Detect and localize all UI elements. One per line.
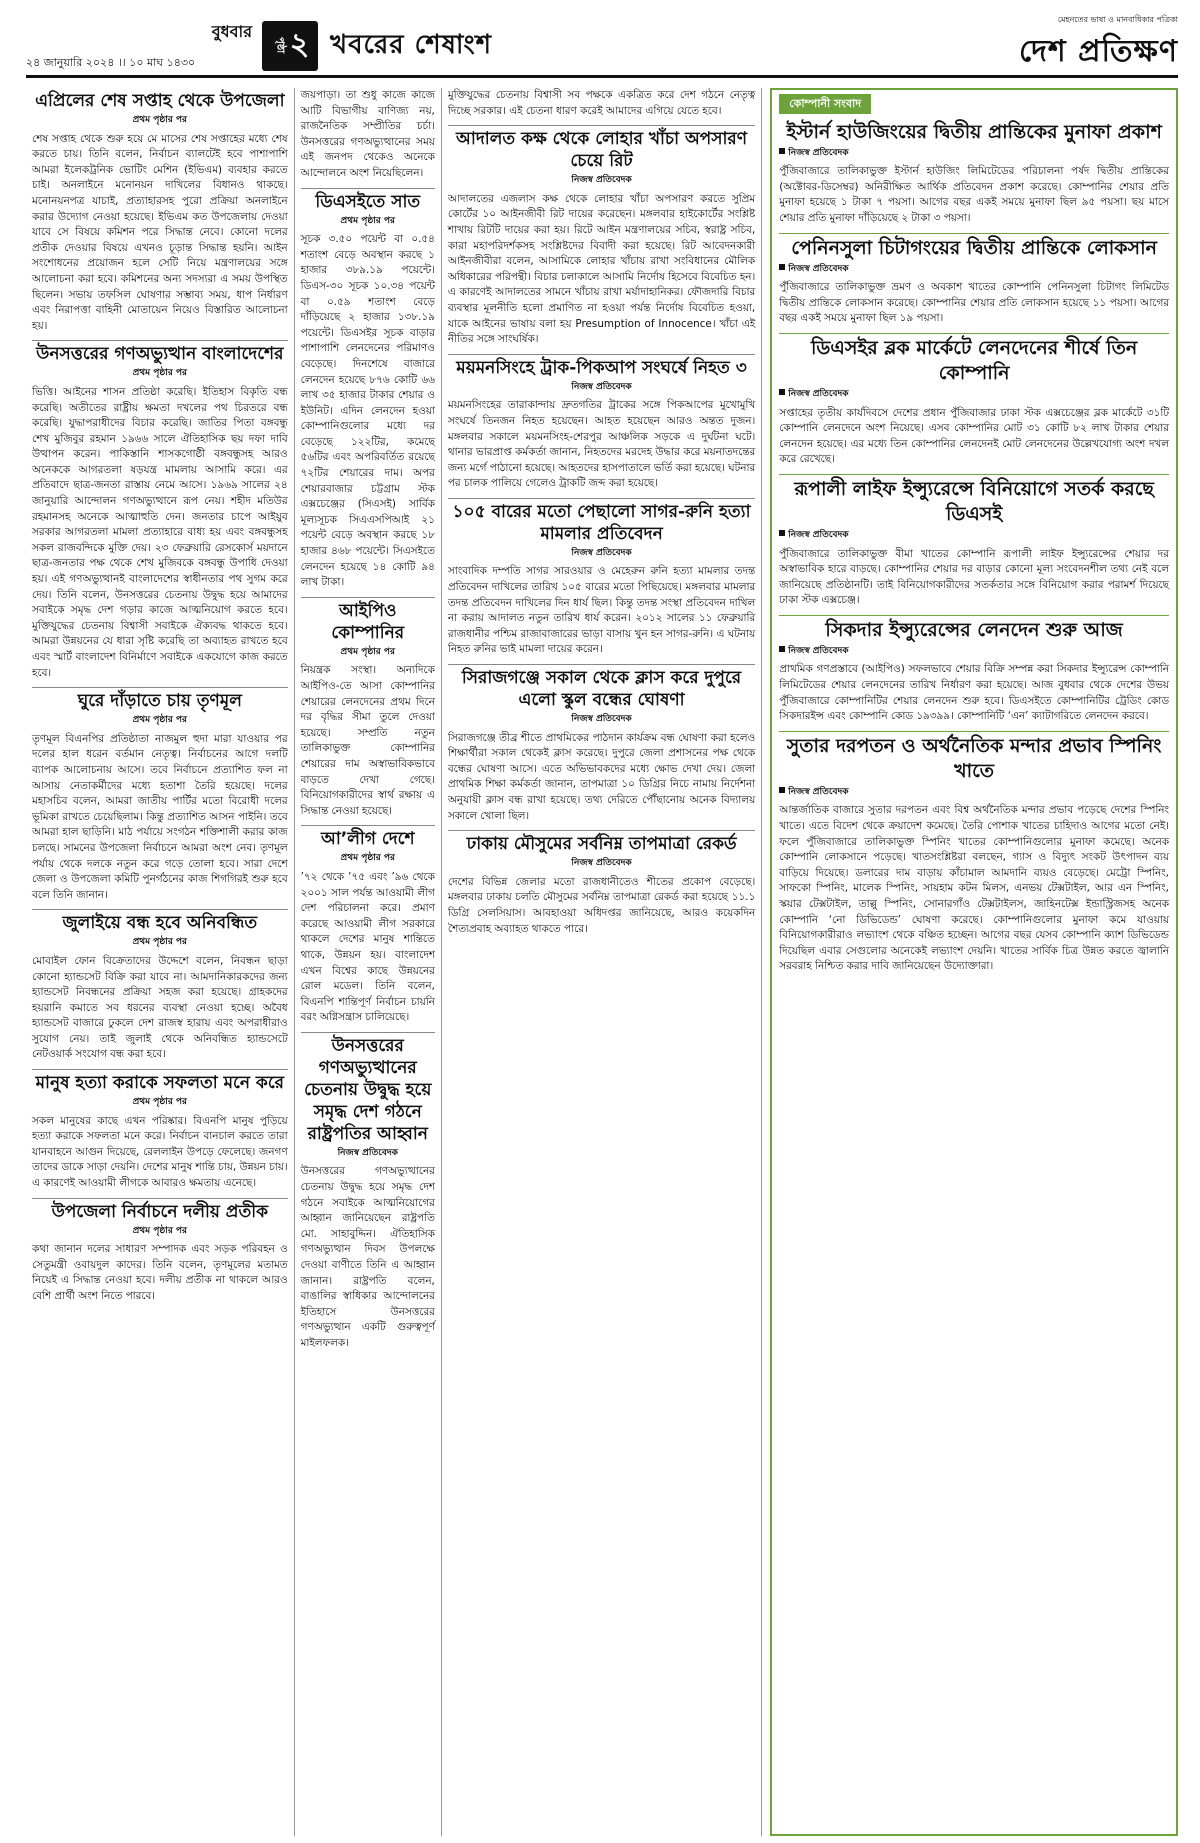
story bbox=[32, 88, 288, 334]
story-byline bbox=[301, 214, 435, 230]
story bbox=[301, 597, 435, 820]
story-byline-text: নিজস্ব প্রতিবেদক bbox=[788, 388, 849, 399]
story bbox=[779, 615, 1169, 725]
story-headline[interactable]: জুলাইয়ে বন্ধ হবে অনিবন্ধিত bbox=[32, 909, 288, 934]
story-byline-text: নিজস্ব প্রতিবেদক bbox=[788, 786, 849, 797]
story-body: পুঁজিবাজারে তালিকাভুক্ত ইস্টার্ন হাউজিং লিমিটেডের পরিচালনা পর্ষদ দ্বিতীয় প্রান্তিকের (অক্টোবর-ডিসেম্বর) অনিরীক্ষিত আর্থিক প্রতিবেদন প্রকাশ করেছে। কোম্পানির শেয়ার প্রতি মুনাফা হয়েছে ১ টাকা ৭ পয়সা। আগের বছর একই সময়ে মুনাফা ছিল ৯৫ পয়সা। ছয় মাসে শেয়ার প্রতি মুনাফা দাঁড়িয়েছে ২ টাকা ৩ পয়সা। bbox=[779, 165, 1169, 224]
story bbox=[32, 687, 288, 903]
story-byline-text: প্রথম পৃষ্ঠার পর bbox=[340, 646, 395, 657]
story-body: উনসত্তরের গণঅভ্যুত্থানের চেতনায় উদ্বুদ্ধ হয়ে সমৃদ্ধ দেশ গঠনে সবাইকে আত্মনিয়োগের আহ্বান জানিয়েছেন রাষ্ট্রপতি মো. সাহাবুদ্দিন। ঐতিহাসিক গণঅভ্যুত্থান দিবস উপলক্ষে দেওয়া বাণীতে তিনি এ আহ্বান জানান। রাষ্ট্রপতি বলেন, বাঙালির স্বাধিকার আন্দোলনের ইতিহাসে উনসত্তরের গণঅভ্যুত্থান একটি গুরুত্বপূর্ণ মাইলফলক। bbox=[300, 1165, 435, 1349]
story-byline bbox=[779, 785, 1169, 801]
story-headline[interactable]: মানুষ হত্যা করাকে সফলতা মনে করে bbox=[32, 1069, 288, 1094]
story-byline-text: নিজস্ব প্রতিবেদক bbox=[788, 645, 849, 656]
story-byline bbox=[301, 1146, 435, 1162]
bullet-icon bbox=[779, 787, 785, 793]
page-number: ২ bbox=[289, 27, 310, 62]
brand-logo: দেশ প্রতিক্ষণ bbox=[1018, 33, 1178, 69]
story bbox=[448, 664, 755, 824]
story-headline[interactable]: আ’লীগ দেশে bbox=[301, 825, 435, 850]
story-headline[interactable]: ময়মনসিংহে ট্রাক-পিকআপ সংঘর্ষে নিহত ৩ bbox=[448, 354, 755, 379]
story-byline bbox=[32, 1224, 288, 1240]
story-headline[interactable]: ইস্টার্ন হাউজিংয়ের দ্বিতীয় প্রান্তিকের মুনাফা প্রকাশ bbox=[786, 120, 1162, 143]
brand-tagline: মেহনতের ভাষা ও মানবাধিকার পত্রিকা bbox=[1057, 14, 1178, 24]
story-byline bbox=[301, 851, 435, 867]
story-headline[interactable]: সিকদার ইন্স্যুরেন্সের লেনদেন শুরু আজ bbox=[779, 615, 1169, 643]
company-news-stories bbox=[779, 118, 1169, 975]
page-label: পৃষ্ঠা bbox=[274, 37, 286, 54]
story-byline bbox=[779, 644, 1169, 660]
masthead-dates bbox=[26, 19, 256, 73]
story-body: আদালতের এজলাস কক্ষ থেকে লোহার খাঁচা অপসারণ করতে সুপ্রিম কোর্টের ১০ আইনজীবী রিট দায়ের করেছেন। মঙ্গলবার হাইকোর্টের সংশ্লিষ্ট শাখায় রিটটি দায়ের করা হয়। রিটে আইন মন্ত্রণালয়ের সচিব, স্বরাষ্ট্র সচিব, কারা মহাপরিদর্শকসহ সংশ্লিষ্টদের বিবাদী করা হয়েছে। রিট আবেদনকারী আইনজীবীরা বলেন, আসামিকে লোহার খাঁচায় রাখা সংবিধানের মৌলিক অধিকারের পরিপন্থী। বিচার চলাকালে আসামি নির্দোষ হিসেবে বিবেচিত হন। এ কারণেই আদালতের সামনে খাঁচায় রাখা মর্যাদাহানিকর। ফৌজদারি বিচার ব্যবস্থার মূলনীতি হলো প্রমাণিত না হওয়া পর্যন্ত নির্দোষ বিবেচিত হওয়া, যাকে আইনের ভাষায় বলা হয় Presumption of Innocence। খাঁচা এই নীতির সঙ্গে সাংঘর্ষিক। bbox=[447, 192, 756, 346]
story bbox=[32, 340, 288, 681]
story-body: মুক্তিযুদ্ধের চেতনায় বিশ্বাসী সব পক্ষকে একত্রিত করে দেশ গঠনে নেতৃত্ব দিচ্ছে সরকার। এই চেতনা ধারণ করেই আমাদের এগিয়ে যেতে হবে। bbox=[447, 89, 756, 117]
story-byline-text: প্রথম পৃষ্ঠার পর bbox=[132, 715, 187, 726]
story-headline[interactable]: আদালত কক্ষ থেকে লোহার খাঁচা অপসারণ চেয়ে রিট bbox=[448, 125, 755, 172]
story-body: তৃণমূল বিএনপির প্রতিষ্ঠাতা নাজমুল হুদা মারা যাওয়ার পর দলের হাল ধরেন বর্তমান নেতৃত্ব। নির্বাচনের আগে দলটি ব্যাপক আলোচনায় আসে। তবে নির্বাচনে প্রত্যাশিত ফল না আসায় নেতাকর্মীদের মধ্যে হতাশা তৈরি হয়েছে। দলের মহাসচিব বলেন, আমরা জাতীয় পার্টির মতো বিরোধী দলের ভূমিকা রাখতে চেয়েছিলাম। কিন্তু প্রত্যাশিত আসন পাইনি। তবে আমরা হাল ছাড়িনি। মাঠ পর্যায়ে সংগঠন শক্তিশালী করার কাজ চলছে। সামনের উপজেলা নির্বাচনে আমরা অংশ নেব। তৃণমূল পর্যায় থেকে দলকে নতুন করে গড়ে তোলা হবে। সারা দেশে জেলা ও উপজেলা কমিটি পুনর্গঠনের কাজ শিগগিরই শুরু হবে বলে তিনি জানান। bbox=[32, 732, 288, 901]
story-headline[interactable]: ডিএসইতে সাত bbox=[301, 188, 435, 213]
story bbox=[779, 731, 1169, 975]
story-headline[interactable]: পেনিনসুলা চিটাগংয়ের দ্বিতীয় প্রান্তিকে লোকসান bbox=[779, 233, 1169, 261]
story-byline-text: নিজস্ব প্রতিবেদক bbox=[571, 175, 632, 186]
brand bbox=[1019, 14, 1178, 78]
story-body: ভিত্তি। আইনের শাসন প্রতিষ্ঠা করেছি। ইতিহাস বিকৃতি বন্ধ করেছি। অতীতের রাষ্ট্রীয় ক্ষমতা দখলের পথ চিরতরে বন্ধ করেছি। যুদ্ধাপরাধীদের বিচার করেছি। জাতির পিতা বঙ্গবন্ধু শেখ মুজিবুর রহমান ১৯৬৬ সালে ঐতিহাসিক ছয় দফা দাবি উত্থাপন করেন। পাকিস্তানি শাসকগোষ্ঠী বঙ্গবন্ধুসহ আরও অনেককে আগরতলা ষড়যন্ত্র মামলায় আসামি করে। এর প্রতিবাদে ছাত্র-জনতা রাস্তায় নেমে আসে। ১৯৬৯ সালের ২৪ জানুয়ারি আন্দোলন গণঅভ্যুত্থানে রূপ নেয়। শহীদ মতিউর রহমানসহ অনেকে আত্মাহুতি দেন। জনতার চাপে আইয়ুব সরকার আগরতলা মামলা প্রত্যাহারে বাধ্য হয় এবং বঙ্গবন্ধুসহ সকল রাজবন্দিকে মুক্তি দেয়। ২৩ ফেব্রুয়ারি রেসকোর্স ময়দানে ছাত্র-জনতার পক্ষ থেকে শেখ মুজিবকে বঙ্গবন্ধু উপাধি দেওয়া হয়। এই গণঅভ্যুত্থানই বাংলাদেশের স্বাধীনতার পথ সুগম করে দেয়। তিনি বলেন, উনসত্তরের চেতনায় উদ্বুদ্ধ হয়ে আমাদের সবাইকে সমৃদ্ধ দেশ গড়ার কাজে আত্মনিয়োগ করতে হবে। মুক্তিযুদ্ধের চেতনায় বিশ্বাসী সবাইকে ঐক্যবদ্ধ থাকতে হবে। আমরা উন্নয়নের যে ধারা সৃষ্টি করেছি তা অব্যাহত রাখতে হবে এবং স্মার্ট বাংলাদেশ বিনির্মাণে সবাইকে একযোগে কাজ করতে হবে। bbox=[32, 385, 288, 679]
story-body: ময়মনসিংহের তারাকান্দায় দ্রুতগতির ট্রাকের সঙ্গে পিকআপের মুখোমুখি সংঘর্ষে তিনজন নিহত হয়েছেন। আহত হয়েছেন আরও অন্তত দুজন। মঙ্গলবার সকালে ময়মনসিংহ-শেরপুর আঞ্চলিক সড়কে এ দুর্ঘটনা ঘটে। থানার ভারপ্রাপ্ত কর্মকর্তা জানান, নিহতদের মরদেহ উদ্ধার করে ময়নাতদন্তের জন্য মর্গে পাঠানো হয়েছে। আহতদের হাসপাতালে ভর্তি করা হয়েছে। ঘটনার পর চালক পালিয়ে গেলেও ট্রাকটি জব্দ করা হয়েছে। bbox=[447, 399, 756, 490]
bullet-icon bbox=[779, 646, 785, 652]
story-headline[interactable]: ১০৫ বারের মতো পেছালো সাগর-রুনি হত্যা মামলার প্রতিবেদন bbox=[448, 498, 755, 545]
story-headline[interactable]: ঢাকায় মৌসুমের সর্বনিম্ন তাপমাত্রা রেকর্ড bbox=[448, 830, 755, 855]
masthead-day: বুধবার bbox=[211, 21, 252, 41]
story-byline-text: প্রথম পৃষ্ঠার পর bbox=[132, 937, 187, 948]
story-byline bbox=[32, 935, 288, 951]
story-byline bbox=[448, 712, 755, 728]
story-byline bbox=[301, 645, 435, 661]
story bbox=[301, 1032, 435, 1352]
page-number-box bbox=[262, 21, 318, 71]
story bbox=[32, 1198, 288, 1305]
story-byline-text: নিজস্ব প্রতিবেদক bbox=[788, 263, 849, 274]
story bbox=[779, 233, 1169, 327]
story-body: নিয়ন্ত্রক সংস্থা। অন্যদিকে আইপিও-তে আসা কোম্পানির শেয়ারের লেনদেনের প্রথম দিনে দর বৃদ্ধির সীমা তুলে দেওয়া হয়েছে। সম্প্রতি নতুন তালিকাভুক্ত কোম্পানির শেয়ারের দাম অস্বাভাবিকভাবে বাড়তে দেখা গেছে। বিনিয়োগকারীদের স্বার্থ রক্ষায় এ সিদ্ধান্ত নেওয়া হয়েছে। bbox=[300, 664, 435, 817]
story bbox=[779, 118, 1169, 227]
story-headline[interactable]: সুতার দরপতন ও অর্থনৈতিক মন্দার প্রভাব স্পিনিং খাতে bbox=[779, 731, 1169, 784]
column-4 bbox=[762, 88, 1178, 1836]
masthead bbox=[26, 16, 1178, 78]
story bbox=[779, 333, 1169, 468]
story-headline[interactable]: এপ্রিলের শেষ সপ্তাহ থেকে উপজেলা bbox=[35, 91, 285, 111]
story-byline bbox=[448, 856, 755, 872]
masthead-date: ২৪ জানুয়ারি ২০২৪ ।। ১০ মাঘ ১৪৩০ bbox=[26, 55, 196, 69]
story-body: মোবাইল ফোন বিক্রেতাদের উদ্দেশে বলেন, নিবন্ধন ছাড়া কোনো হ্যান্ডসেট বিক্রি করা যাবে না। আমদানিকারকদের জন্য হ্যান্ডসেট নিবন্ধনের প্রক্রিয়া সহজ করা হয়েছে। গ্রাহকদের হয়রানি কমাতে সব ধরনের ব্যবস্থা নেওয়া হচ্ছে। অবৈধ হ্যান্ডসেট বাজারে ঢুকলে দেশ রাজস্ব হারায় এবং অপরাধীরাও সুযোগ নেয়। তাই জুলাই থেকে অনিবন্ধিত হ্যান্ডসেটে নেটওয়ার্ক সংযোগ বন্ধ করা হবে। bbox=[32, 954, 288, 1061]
story-headline[interactable]: উপজেলা নির্বাচনে দলীয় প্রতীক bbox=[32, 1198, 288, 1223]
story-body: কথা জানান দলের সাধারণ সম্পাদক এবং সড়ক পরিবহন ও সেতুমন্ত্রী ওবায়দুল কাদের। তিনি বলেন, তৃণমূলের মতামত নিয়েই এ সিদ্ধান্ত নেওয়া হবে। দলীয় প্রতীক না থাকলে আরও বেশি প্রার্থী অংশ নিতে পারবে। bbox=[32, 1243, 288, 1302]
story-body: পুঁজিবাজারে তালিকাভুক্ত বীমা খাতের কোম্পানি রূপালী লাইফ ইন্স্যুরেন্সের শেয়ার দর অস্বাভাবিক হারে বাড়ছে। কোম্পানির শেয়ার দর বাড়ার কোনো মূল্য সংবেদনশীল তথ্য নেই বলে জানিয়েছে প্রতিষ্ঠানটি। তাই বিনিয়োগকারীদের সতর্কতার সঙ্গে বিনিয়োগ করার পরামর্শ দিয়েছে ঢাকা স্টক এক্সচেঞ্জ। bbox=[779, 547, 1169, 607]
story-byline bbox=[32, 713, 288, 729]
story-body: সিরাজগঞ্জে তীব্র শীতে প্রাথমিকের পাঠদান কার্যক্রম বন্ধ ঘোষণা করা হলেও শিক্ষার্থীরা সকাল থেকেই ক্লাস করেছে। দুপুরে জেলা প্রশাসনের পক্ষ থেকে বন্ধের ঘোষণা আসে। এতে অভিভাবকদের মধ্যে ক্ষোভ দেখা দেয়। জেলা প্রাথমিক শিক্ষা কর্মকর্তা জানান, তাপমাত্রা ১০ ডিগ্রির নিচে নামায় নির্দেশনা অনুযায়ী ক্লাস বন্ধ রাখা হয়েছে। তথ্য দেরিতে পৌঁছানোয় অনেক বিদ্যালয় সকালে খোলা ছিল। bbox=[447, 731, 756, 822]
story-byline-text: নিজস্ব প্রতিবেদক bbox=[571, 381, 632, 392]
story-byline-text: প্রথম পৃষ্ঠার পর bbox=[132, 1097, 187, 1108]
story-body: সূচক ৩.৫০ পয়েন্ট বা ০.৫৪ শতাংশ বেড়ে অবস্থান করছে ১ হাজার ৩৮৯.১৯ পয়েন্টে। ডিএস-৩০ সূচক ১০.৩৪ পয়েন্ট বা ০.৫৯ শতাংশ বেড়ে দাঁড়িয়েছে ২ হাজার ১৩৮.১৯ পয়েন্টে। ডিএসইর সূচক বাড়ার পাশাপাশি লেনদেনের পরিমাণও বেড়েছে। দিনশেষে বাজারে লেনদেন হয়েছে ৮৭৬ কোটি ৬৬ লাখ ৩৫ হাজার টাকার শেয়ার ও ইউনিট। এদিন লেনদেন হওয়া কোম্পানিগুলোর মধ্যে দর বেড়েছে ১২২টির, কমেছে ৫৬টির এবং অপরিবর্তিত রয়েছে ৭২টির শেয়ারের দাম। অপর শেয়ারবাজার চট্টগ্রাম স্টক এক্সচেঞ্জের (সিএসই) সার্বিক মূল্যসূচক সিএএসপিআই ২১ পয়েন্ট বেড়ে অবস্থান করছে ১৮ হাজার ৪৬৮ পয়েন্টে। সিএসইতে লেনদেন হয়েছে ১৪ কোটি ৯৪ লাখ টাকা। bbox=[300, 233, 435, 589]
story-headline[interactable]: সিরাজগঞ্জে সকাল থেকে ক্লাস করে দুপুরে এলো স্কুল বন্ধের ঘোষণা bbox=[448, 664, 755, 711]
story-byline bbox=[779, 262, 1169, 278]
story-byline-text: নিজস্ব প্রতিবেদক bbox=[788, 147, 849, 158]
story bbox=[448, 498, 755, 658]
story bbox=[301, 825, 435, 1026]
story-byline bbox=[779, 387, 1169, 403]
story-byline-text: নিজস্ব প্রতিবেদক bbox=[788, 529, 849, 540]
story-headline[interactable]: ডিএসইর ব্লক মার্কেটে লেনদেনের শীর্ষে তিন কোম্পানি bbox=[779, 333, 1169, 386]
bullet-icon bbox=[779, 530, 785, 536]
story-headline[interactable]: উনসত্তরের গণঅভ্যুত্থান বাংলাদেশের bbox=[32, 340, 288, 365]
story-body: পুঁজিবাজারে তালিকাভুক্ত ভ্রমণ ও অবকাশ খাতের কোম্পানি পেনিনসুলা চিটাগং লিমিটেড দ্বিতীয় প্রান্তিকে লোকসান করেছে। কোম্পানির শেয়ার প্রতি লোকসান হয়েছে ১১ পয়সা। আগের বছর একই সময়ে মুনাফা ছিল ১৯ পয়সা। bbox=[779, 281, 1169, 325]
column-2 bbox=[295, 88, 442, 1836]
story-body: সাংবাদিক দম্পতি সাগর সারওয়ার ও মেহেরুন রুনি হত্যা মামলার তদন্ত প্রতিবেদন দাখিলের তারিখ ১০৫ বারের মতো পিছিয়েছে। মঙ্গলবার মামলার তদন্ত প্রতিবেদন দাখিলের দিন ধার্য ছিল। কিন্তু তদন্ত সংস্থা প্রতিবেদন দাখিল না করায় আদালত নতুন তারিখ ধার্য করেন। ২০১২ সালের ১১ ফেব্রুয়ারি রাজধানীর পশ্চিম রাজাবাজারের ভাড়া বাসায় খুন হন সাগর-রুনি। এ ঘটনায় নিহত রুনির ভাই মামলা দায়ের করেন। bbox=[447, 565, 756, 656]
story bbox=[32, 1069, 288, 1192]
story-byline-text: নিজস্ব প্রতিবেদক bbox=[571, 547, 632, 558]
story-byline bbox=[32, 366, 288, 382]
story-byline bbox=[448, 380, 755, 396]
story-byline bbox=[32, 1095, 288, 1111]
story-byline-text: প্রথম পৃষ্ঠার পর bbox=[132, 1225, 187, 1236]
story bbox=[448, 354, 755, 492]
story-body: ’৭২ থেকে ’৭৫ এবং ’৯৬ থেকে ২০০১ সাল পর্যন্ত আওয়ামী লীগ দেশ পরিচালনা করে। প্রমাণ করেছে আওয়ামী লীগ সরকারে থাকলে দেশের মানুষ শান্তিতে থাকে, উন্নয়ন হয়। বাংলাদেশ এখন বিশ্বের কাছে উন্নয়নের রোল মডেল। তিনি বলেন, বিএনপি শান্তিপূর্ণ নির্বাচন চায়নি বরং অগ্নিসন্ত্রাস চালিয়েছে। bbox=[300, 870, 435, 1024]
bullet-icon bbox=[779, 389, 785, 395]
story-byline bbox=[779, 528, 1169, 544]
story-byline-text: প্রথম পৃষ্ঠার পর bbox=[340, 853, 395, 864]
bullet-icon bbox=[779, 264, 785, 270]
story-byline-text: প্রথম পৃষ্ঠার পর bbox=[132, 115, 187, 125]
story bbox=[301, 188, 435, 591]
story-headline[interactable]: উনসত্তরের গণঅভ্যুত্থানের চেতনায় উদ্বুদ্ধ হয়ে সমৃদ্ধ দেশ গঠনে রাষ্ট্রপতির আহ্বান bbox=[301, 1032, 435, 1145]
story-byline-text: নিজস্ব প্রতিবেদক bbox=[337, 1147, 398, 1158]
column-1 bbox=[26, 88, 295, 1836]
story bbox=[301, 88, 435, 182]
story-byline bbox=[779, 146, 1169, 162]
section-title: খবরের শেষাংশ bbox=[330, 29, 493, 60]
story-body: সপ্তাহের তৃতীয় কার্যদিবসে দেশের প্রধান পুঁজিবাজার ঢাকা স্টক এক্সচেঞ্জের ব্লক মার্কেটে ৩১টি কোম্পানি লেনদেনে অংশ নিয়েছে। এসব কোম্পানির মোট ৩১ কোটি ৮২ লাখ টাকার শেয়ার লেনদেন হয়েছে। এর মধ্যে তিন কোম্পানির লেনদেনই মোট লেনদেনের উল্লেখযোগ্য অংশ দখল করে রেখেছে। bbox=[779, 406, 1169, 466]
bullet-icon bbox=[779, 148, 785, 154]
story-byline-text: প্রথম পৃষ্ঠার পর bbox=[132, 368, 187, 379]
column-3 bbox=[442, 88, 762, 1836]
company-news-box bbox=[770, 88, 1178, 1836]
story-byline-text: নিজস্ব প্রতিবেদক bbox=[571, 858, 632, 869]
story-headline[interactable]: ঘুরে দাঁড়াতে চায় তৃণমূল bbox=[32, 687, 288, 712]
story bbox=[448, 125, 755, 348]
story bbox=[448, 830, 755, 937]
company-news-tag: কোম্পানী সংবাদ bbox=[779, 94, 871, 114]
story-byline bbox=[448, 173, 755, 189]
story bbox=[32, 909, 288, 1063]
story-byline bbox=[448, 546, 755, 562]
content-area bbox=[26, 88, 1178, 1836]
story-byline bbox=[32, 113, 288, 129]
story-body: শেষ সপ্তাহ থেকে শুরু হয়ে মে মাসের শেষ সপ্তাহের মধ্যে শেষ করতে চায়। তিনি বলেন, নির্বাচন ব্যালটেই হবে পাশাপাশি আমরা ইলেকট্রনিক ভোটিং মেশিন (ইভিএম) ব্যবহার করতে চাই। অনলাইনে মনোনয়ন দাখিলের বিধানও থাকছে। মনোনয়নপত্র যাচাই, প্রত্যাহারসহ পুরো প্রক্রিয়া অনলাইনে করার উদ্যোগ নেওয়া হয়েছে। ইভিএম কত উপজেলায় দেওয়া যাবে সে বিষয়ে কমিশন পরে সিদ্ধান্ত নেবে। কোনো দলের প্রতীক দেওয়ার বিষয়ে এখনও চূড়ান্ত সিদ্ধান্ত হয়নি। আইন সংশোধনের প্রয়োজন হলে সেটি নিয়ে মন্ত্রণালয়ের সঙ্গে আলোচনা করা হবে। কমিশনের অন্য সদস্যরা এ সময় উপস্থিত ছিলেন। সভায় তফসিল ঘোষণার সম্ভাব্য সময়, ধাপ নির্ধারণ এবং নিরাপত্তা বাহিনী মোতায়েন নিয়েও বিস্তারিত আলোচনা হয়। bbox=[32, 132, 288, 332]
story-body: প্রাথমিক গণপ্রস্তাবে (আইপিও) সফলভাবে শেয়ার বিক্রি সম্পন্ন করা সিকদার ইন্স্যুরেন্স কোম্পানি লিমিটেডের শেয়ার লেনদেনের তারিখ নির্ধারণ করা হয়েছে। আজ বুধবার থেকে দেশের উভয় পুঁজিবাজারে কোম্পানিটির শেয়ার লেনদেন শুরু হবে। ডিএসইতে কোম্পানিটির ট্রেডিং কোড সিকদারইন্স এবং কোম্পানি কোড ১৯৩৯৯। কোম্পানিটি ‘এন’ ক্যাটাগরিতে লেনদেন করবে। bbox=[779, 663, 1169, 723]
story-byline-text: নিজস্ব প্রতিবেদক bbox=[571, 714, 632, 725]
story bbox=[448, 88, 755, 119]
story-body: সকল মানুষের কাছে এখন পরিষ্কার। বিএনপি মানুষ পুড়িয়ে হত্যা করাকে সফলতা মনে করে। নির্বাচন বানচাল করতে তারা যানবাহনে আগুন দিয়েছে, রেললাইন উপড়ে ফেলেছে। জনগণ তাদের ডাকে সাড়া দেয়নি। দেশের মানুষ শান্তি চায়, উন্নয়ন চায়। এ কারণেই আওয়ামী লীগকে আবারও ক্ষমতায় এনেছে। bbox=[32, 1114, 288, 1190]
story-headline[interactable]: আইপিও কোম্পানির bbox=[301, 597, 435, 644]
story-body: দেশের বিভিন্ন জেলার মতো রাজধানীতেও শীতের প্রকোপ বেড়েছে। মঙ্গলবার ঢাকায় চলতি মৌসুমের সর্বনিম্ন তাপমাত্রা রেকর্ড করা হয়েছে ১১.১ ডিগ্রি সেলসিয়াস। আবহাওয়া অধিদপ্তর জানিয়েছে, আরও কয়েকদিন শৈত্যপ্রবাহ অব্যাহত থাকতে পারে। bbox=[447, 875, 756, 935]
story-headline[interactable]: রূপালী লাইফ ইন্স্যুরেন্সে বিনিয়োগে সতর্ক করছে ডিএসই bbox=[779, 474, 1169, 527]
story-body: আন্তর্জাতিক বাজারে সুতার দরপতন এবং বিশ্ব অর্থনৈতিক মন্দার প্রভাব পড়েছে দেশের স্পিনিং খাতে। এতে বিদেশ থেকে ক্রয়াদেশ কমেছে। তৈরি পোশাক খাতের চাহিদাও আগের মতো নেই। ফলে পুঁজিবাজারে তালিকাভুক্ত স্পিনিং খাতের কোম্পানিগুলোর মুনাফা কমেছে। অনেক কোম্পানি লোকসানে পড়েছে। খাতসংশ্লিষ্টরা বলছেন, গ্যাস ও বিদ্যুৎ সংকট উৎপাদন ব্যয় বাড়িয়ে দিয়েছে। ডলারের দাম বাড়ায় কাঁচামাল আমদানি ব্যয়ও বেড়েছে। মেট্রো স্পিনিং, সাফকো স্পিনিং, মালেক স্পিনিং, সায়হাম কটন মিলস, এনভয় টেক্সটাইল, আর এন স্পিনিং, স্কয়ার টেক্সটাইল, তাল্লু স্পিনিং, সোনারগাঁও টেক্সটাইলস, জাহিনটেক্স ইন্ডাস্ট্রিজসহ অনেক কোম্পানি ‘নো ডিভিডেন্ড’ ঘোষণা করেছে। কোম্পানিগুলোর মুনাফা কমে যাওয়ায় বিনিয়োগকারীরাও লভ্যাংশ থেকে বঞ্চিত হচ্ছেন। আগের বছর যেসব কোম্পানি ক্যাশ ডিভিডেন্ড দিয়েছিল এবার সেগুলোর অনেকেই লভ্যাংশ দেয়নি। খাতের সার্বিক চিত্র উন্নত করতে জ্বালানি সরবরাহ নিশ্চিত করার দাবি জানিয়েছেন উদ্যোক্তারা। bbox=[779, 804, 1169, 973]
story-byline-text: প্রথম পৃষ্ঠার পর bbox=[340, 215, 395, 226]
story-body: জয়পাড়া। তা শুধু কাজে কাজে আটি বিভাগীয় বাণিজ্য নয়, রাজনৈতিক সম্প্রীতির চর্চা। উনসত্তরের গণঅভ্যুত্থানের সময় এই জনপদ থেকেও অনেকে আন্দোলনে অংশ নিয়েছিলেন। bbox=[300, 89, 435, 179]
story bbox=[779, 474, 1169, 609]
